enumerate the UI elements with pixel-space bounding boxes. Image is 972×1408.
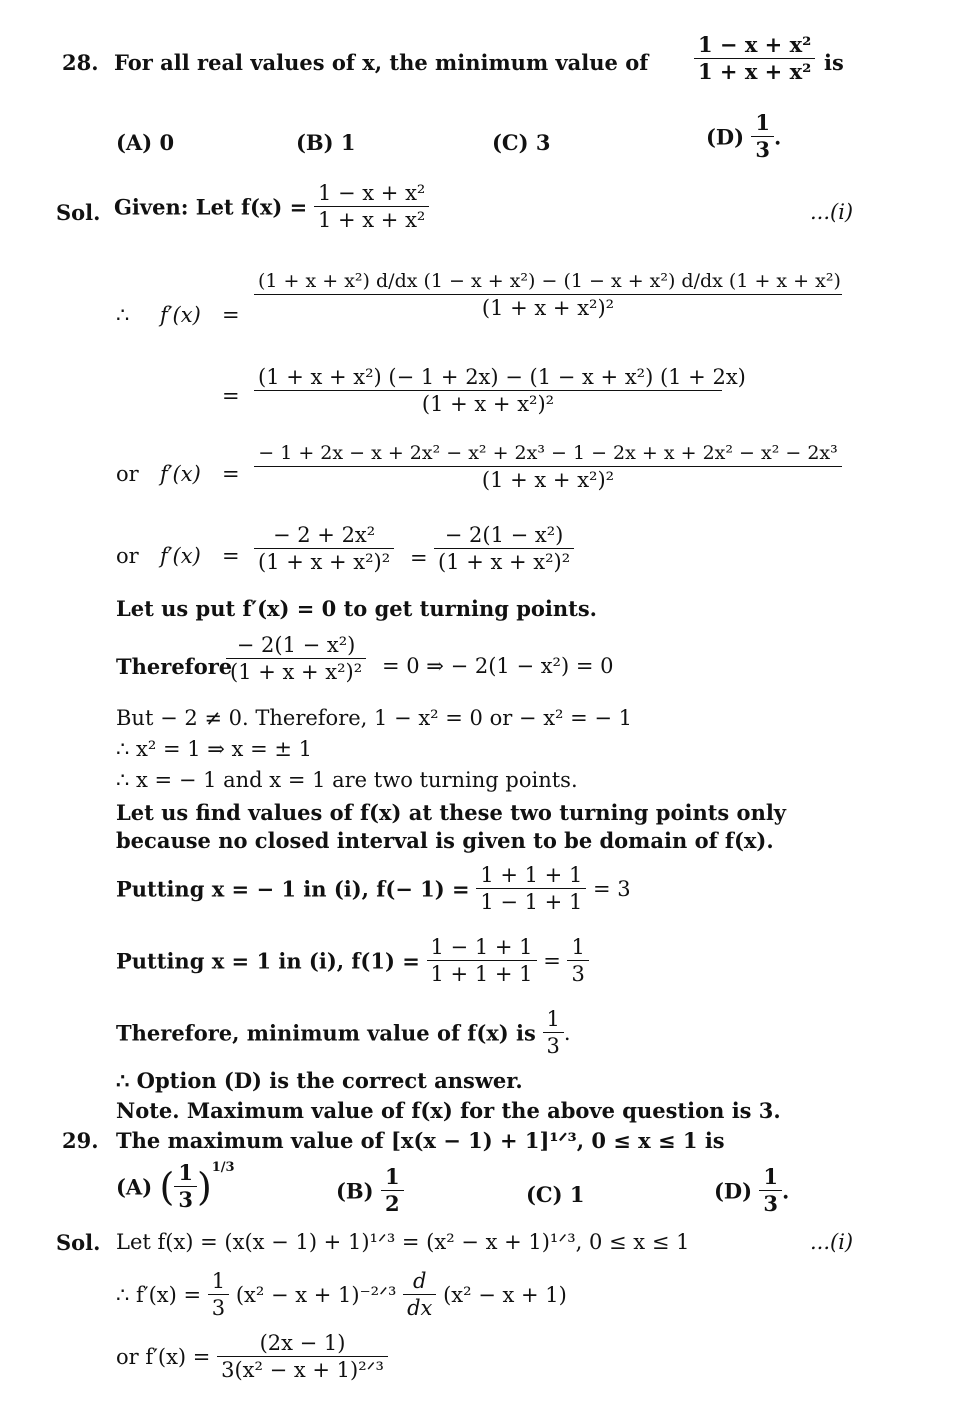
q28-option-a: (A) 0	[116, 130, 175, 155]
q29-option-d-den: 3	[763, 1191, 779, 1217]
sol28-step3-fprime: f′(x)	[160, 462, 201, 486]
sol28-step2-frac	[254, 364, 746, 418]
sol29-derivative-2	[116, 1330, 388, 1384]
q29-option-d-label: (D)	[714, 1178, 753, 1204]
sol28-therefore-tail: = 0 ⇒ − 2(1 − x²) = 0	[382, 654, 614, 678]
sol29-let: Let f(x) = (x(x − 1) + 1)¹ᐟ³ = (x² − x + 1)¹ᐟ³, 0 ≤ x ≤ 1	[116, 1230, 690, 1254]
q28-option-d-num: 1	[751, 110, 774, 137]
sol29-d2-num: (2x − 1)	[217, 1330, 388, 1357]
q28-fraction	[694, 32, 815, 86]
q28-option-d	[706, 110, 781, 164]
sol28-step3-or: or	[116, 462, 139, 486]
sol28-ref-i: ...(i)	[810, 200, 854, 224]
q28-question: For all real values of x, the minimum value of	[114, 50, 649, 75]
q29-option-d-tail: .	[782, 1178, 790, 1204]
q29-option-a-exp: 1/3	[211, 1160, 235, 1175]
q28-option-d-den: 3	[755, 137, 771, 163]
sol28-step1-frac	[254, 270, 842, 321]
q28-option-c: (C) 3	[492, 130, 551, 155]
sol29-d1-dnum: d	[403, 1268, 436, 1295]
sol28-minimum-tail: .	[563, 1020, 571, 1045]
sol28-step4-den-a: (1 + x + x²)²	[258, 550, 391, 575]
sol28-step3-den: (1 + x + x²)²	[481, 467, 615, 492]
sol28-given-text: Given: Let f(x) =	[114, 194, 308, 220]
sol28-step4-fprime: f′(x)	[160, 544, 201, 568]
sol28-step4-or: or	[116, 544, 139, 568]
q29-option-b-num: 1	[381, 1164, 404, 1191]
sol28-turning-intro: Let us put f′(x) = 0 to get turning points.	[116, 596, 597, 621]
sol29-label: Sol.	[56, 1230, 101, 1255]
sol28-put2-den: 1 + 1 + 1	[430, 962, 533, 987]
sol28-given-den: 1 + x + x²	[317, 208, 426, 233]
sol28-put1-den: 1 − 1 + 1	[480, 890, 583, 915]
sol29-d2-den: 3(x² − x + 1)²ᐟ³	[221, 1358, 384, 1383]
sol28-step4-num-a: − 2 + 2x²	[254, 522, 394, 549]
sol28-para-2: because no closed interval is given to be domain of f(x).	[116, 828, 774, 853]
q29-option-d	[714, 1164, 789, 1218]
q29-option-a-num: 1	[174, 1160, 197, 1187]
sol29-d1-mid: (x² − x + 1)⁻²ᐟ³	[235, 1282, 397, 1307]
sol28-put1-text: Putting x = − 1 in (i), f(− 1) =	[116, 876, 470, 902]
q29-option-a: (A) ( $\frac{1}{3}$ )$^{1/3}$	[116, 1160, 235, 1213]
sol28-step2-den: (1 + x + x²)²	[421, 392, 555, 417]
sol28-step2-eq: =	[222, 384, 240, 408]
q29-option-b-label: (B)	[336, 1178, 374, 1204]
sol28-step1-fprime: f′(x)	[160, 303, 201, 327]
sol29-d1-tail: (x² − x + 1)	[443, 1282, 567, 1307]
sol28-therefore-word: Therefore	[116, 654, 233, 679]
sol28-note: Note. Maximum value of f(x) for the above question is 3.	[116, 1098, 781, 1123]
sol29-d1-pre: ∴ f′(x) =	[116, 1282, 202, 1307]
q28-number: 28.	[62, 50, 99, 75]
sol28-label: Sol.	[56, 200, 101, 225]
sol28-step4-frac-a	[254, 522, 394, 576]
sol28-step4-eq: =	[222, 544, 240, 568]
sol29-d2-pre: or f′(x) =	[116, 1344, 211, 1369]
sol28-x-line: ∴ x² = 1 ⇒ x = ± 1	[116, 737, 312, 761]
sol28-minimum-den: 3	[546, 1034, 560, 1059]
sol28-minimum-num: 1	[543, 1006, 564, 1033]
sol28-therefore-num: − 2(1 − x²)	[226, 632, 366, 659]
sol28-step2-num: (1 + x + x²) (− 1 + 2x) − (1 − x + x²) (1 + 2x)	[254, 364, 722, 391]
sol28-step4-frac-b	[434, 522, 574, 576]
sol28-put2-num: 1 − 1 + 1	[427, 934, 537, 961]
sol29-d1-dden: dx	[407, 1296, 433, 1321]
sol28-minimum	[116, 1006, 571, 1060]
sol28-step1-eq: =	[222, 303, 240, 327]
q28-option-b: (B) 1	[296, 130, 356, 155]
sol28-minimum-text: Therefore, minimum value of f(x) is	[116, 1020, 536, 1046]
sol28-step1-den: (1 + x + x²)²	[481, 295, 615, 320]
sol28-para-1: Let us find values of f(x) at these two turning points only	[116, 800, 787, 825]
sol28-step1-therefore: ∴	[116, 303, 130, 327]
sol28-put2-rden: 3	[571, 962, 585, 987]
q29-number: 29.	[62, 1128, 99, 1153]
sol28-step1-num: (1 + x + x²) d/dx (1 − x + x²) − (1 − x + x²) d/dx (1 + x + x²)	[254, 270, 842, 295]
sol29-ref-i: ...(i)	[810, 1230, 854, 1254]
sol28-put1	[116, 862, 631, 916]
q28-frac-den: 1 + x + x²	[698, 59, 812, 85]
sol28-step3-num: − 1 + 2x − x + 2x² − x² + 2x³ − 1 − 2x + x + 2x² − x² − 2x³	[254, 442, 842, 467]
sol28-put2-eq: =	[543, 948, 561, 973]
sol28-option-line: ∴ Option (D) is the correct answer.	[116, 1068, 523, 1093]
sol29-d1-den: 3	[211, 1296, 226, 1321]
q29-option-c: (C) 1	[526, 1182, 585, 1207]
q28-option-d-label: (D)	[706, 124, 745, 150]
sol28-put2-rnum: 1	[567, 934, 588, 961]
sol28-step4-den-b: (1 + x + x²)²	[438, 550, 571, 575]
sol28-put2-text: Putting x = 1 in (i), f(1) =	[116, 948, 420, 974]
q29-question: The maximum value of [x(x − 1) + 1]¹ᐟ³, 0 ≤ x ≤ 1 is	[116, 1128, 725, 1153]
q28-option-d-tail: .	[774, 124, 782, 150]
q29-option-b-den: 2	[384, 1191, 400, 1217]
q29-option-a-den: 3	[178, 1187, 193, 1213]
sol28-step4-eq2: =	[410, 546, 428, 570]
sol28-put1-num: 1 + 1 + 1	[476, 862, 586, 889]
sol28-put1-tail: = 3	[593, 876, 631, 901]
sol28-step3-frac	[254, 442, 842, 493]
q29-option-d-num: 1	[759, 1164, 782, 1191]
sol28-therefore-den: (1 + x + x²)²	[230, 660, 363, 685]
sol28-turning-points-line: ∴ x = − 1 and x = 1 are two turning points.	[116, 768, 578, 792]
q29-option-b	[336, 1164, 404, 1218]
sol28-put2	[116, 934, 589, 988]
q28-is: is	[824, 50, 844, 75]
q28-frac-num: 1 − x + x²	[694, 32, 815, 59]
sol28-given-num: 1 − x + x²	[314, 180, 429, 207]
q29-option-a-label: (A)	[116, 1174, 153, 1200]
sol28-given	[114, 180, 429, 234]
sol28-step3-eq: =	[222, 462, 240, 486]
sol28-but-line: But − 2 ≠ 0. Therefore, 1 − x² = 0 or − x² = − 1	[116, 706, 633, 730]
sol29-d1-num: 1	[208, 1268, 229, 1295]
sol29-derivative-1	[116, 1268, 567, 1322]
sol28-step4-num-b: − 2(1 − x²)	[434, 522, 574, 549]
sol28-therefore-frac	[226, 632, 366, 686]
